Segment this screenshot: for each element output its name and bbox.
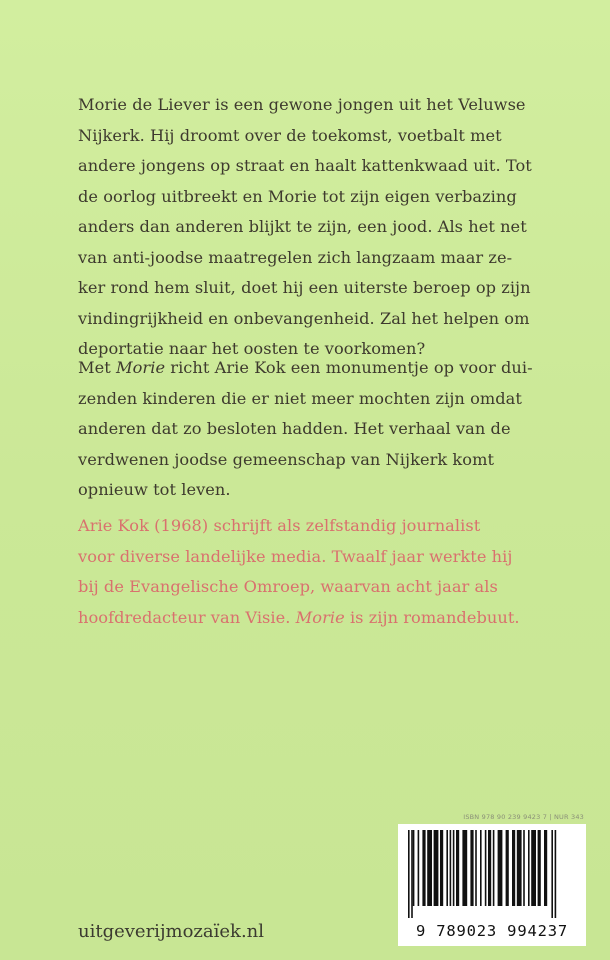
barcode-guard-bar: [555, 830, 557, 918]
synopsis-line: vindingrijkheid en onbevangenheid. Zal het helpen om: [78, 308, 530, 328]
synopsis-line: Nijkerk. Hij droomt over de toekomst, voetbalt met: [78, 125, 502, 145]
barcode-bar: [418, 830, 420, 906]
barcode-digits: 9 789023 994237: [416, 922, 568, 940]
synopsis-line: Morie de Liever is een gewone jongen uit het Veluwse: [78, 95, 526, 114]
synopsis-line: andere jongens op straat en haalt kattenkwaad uit. Tot: [78, 156, 532, 175]
barcode-guard-bar: [408, 830, 410, 918]
barcode-bar: [528, 830, 530, 906]
synopsis-paragraph: [78, 90, 578, 365]
barcode-guard-bar: [551, 830, 553, 918]
monument-line-suffix: richt Arie Kok een monumentje op voor dui-: [165, 358, 533, 377]
bio-line-prefix: hoofdredacteur van Visie.: [78, 607, 296, 627]
barcode-bar: [422, 830, 425, 906]
barcode-bar: [498, 830, 503, 906]
barcode-bar: [480, 830, 482, 906]
author-bio-paragraph: [78, 511, 578, 633]
monument-line: verdwenen joodse gemeenschap van Nijkerk komt: [78, 449, 495, 469]
monument-line: anderen dat zo besloten hadden. Het verhaal van de: [78, 419, 511, 438]
book-title-italic: Morie: [116, 358, 166, 377]
synopsis-line: ker rond hem sluit, doet hij een uiterste beroep op zijn: [78, 278, 531, 297]
barcode-bar: [446, 830, 448, 906]
barcode-bar: [456, 830, 459, 906]
barcode-bar: [434, 830, 439, 906]
monument-paragraph: [78, 353, 578, 506]
barcode-bar: [470, 830, 473, 906]
barcode-bar: [538, 830, 541, 906]
synopsis-line: deportatie naar het oosten te voorkomen?: [78, 339, 426, 358]
barcode: [398, 824, 586, 946]
barcode-bars: [404, 830, 580, 918]
synopsis-line: de oorlog uitbreekt en Morie tot zijn eigen verbazing: [78, 186, 517, 206]
barcode-bar: [517, 830, 522, 906]
monument-line: opnieuw tot leven.: [78, 480, 231, 499]
barcode-bar: [485, 830, 487, 906]
barcode-bar: [523, 830, 525, 906]
monument-line: zenden kinderen die er niet meer mochten zijn omdat: [78, 388, 522, 408]
synopsis-line: van anti-joodse maatregelen zich langzaam maar ze-: [78, 247, 513, 267]
synopsis-line: anders dan anderen blijkt te zijn, een jood. Als het net: [78, 217, 527, 236]
barcode-bar: [531, 830, 536, 906]
barcode-bar: [453, 830, 455, 906]
isbn-nur-label: ISBN 978 90 239 9423 7 | NUR 343: [463, 813, 584, 821]
book-title-italic: Morie: [295, 607, 345, 627]
bio-line: [78, 603, 578, 634]
bio-line: Arie Kok (1968) schrijft als zelfstandig journalist: [78, 516, 481, 535]
barcode-bar: [462, 830, 467, 906]
barcode-bar: [544, 830, 547, 906]
barcode-bar: [427, 830, 432, 906]
barcode-bar: [413, 830, 415, 906]
publisher-website[interactable]: uitgeverijmozaïek.nl: [78, 921, 265, 942]
barcode-bar: [475, 830, 477, 906]
barcode-bar: [440, 830, 443, 906]
barcode-bar: [450, 830, 452, 906]
bio-line-suffix: is zijn romandebuut.: [344, 607, 520, 627]
barcode-guard-bar: [411, 830, 413, 918]
barcode-bar: [493, 830, 495, 906]
bio-line: bij de Evangelische Omroep, waarvan acht jaar als: [78, 577, 498, 596]
barcode-bar: [506, 830, 509, 906]
barcode-bar: [512, 830, 515, 906]
monument-line: [78, 353, 578, 384]
bio-line: voor diverse landelijke media. Twaalf jaar werkte hij: [78, 546, 513, 566]
barcode-bar: [488, 830, 491, 906]
monument-line-prefix: Met: [78, 358, 117, 377]
